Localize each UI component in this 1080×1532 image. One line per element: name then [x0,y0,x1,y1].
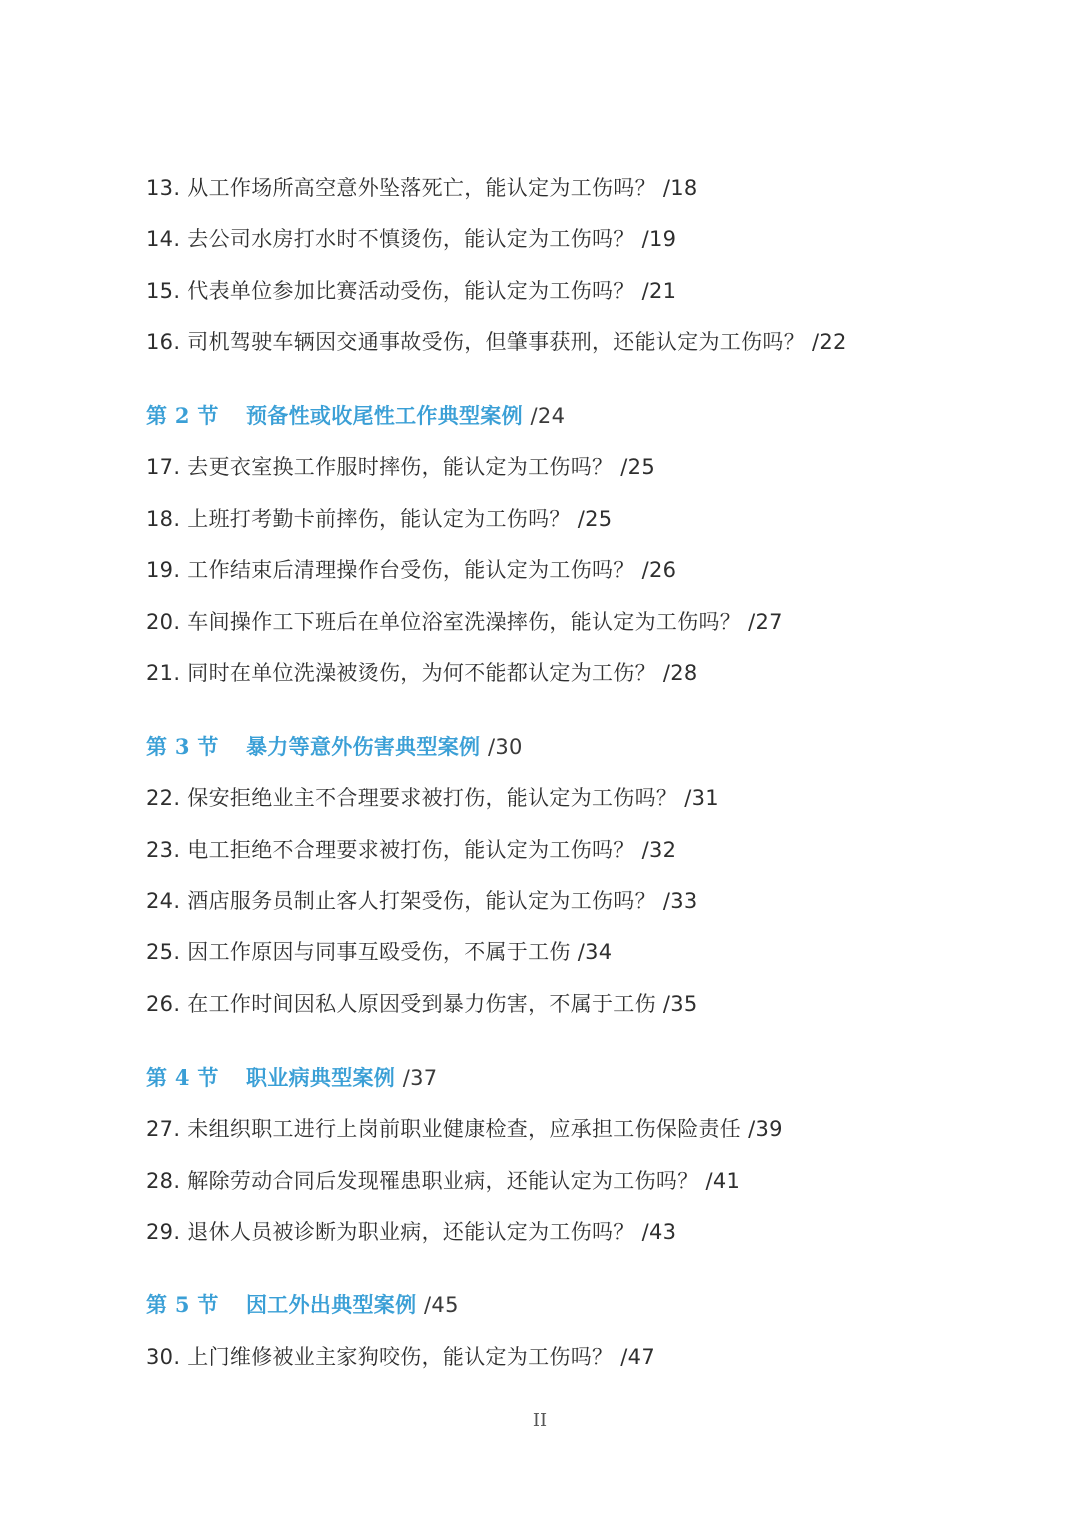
entry-number: 16. [146,330,181,354]
entry-title: 上班打考勤卡前摔伤，能认定为工伤吗？ [187,507,571,531]
entry-number: 25. [146,940,181,964]
toc-entry-30 [146,1342,655,1372]
entry-title: 同时在单位洗澡被烫伤，为何不能都认定为工伤？ [187,661,656,685]
entry-page: /47 [620,1345,655,1369]
entry-page: /27 [748,610,783,634]
entry-title: 司机驾驶车辆因交通事故受伤，但肇事获刑，还能认定为工伤吗？ [187,330,805,354]
entry-number: 13. [146,176,181,200]
toc-entry-13 [146,173,698,203]
entry-number: 21. [146,661,181,685]
entry-page: /31 [684,786,719,810]
toc-entry-26 [146,989,698,1019]
entry-title: 电工拒绝不合理要求被打伤，能认定为工伤吗？ [187,838,635,862]
section-heading-3 [146,732,523,762]
toc-entry-29 [146,1217,676,1247]
entry-page: /34 [577,940,613,964]
entry-page: /33 [662,889,698,913]
section-page: /45 [424,1293,459,1317]
entry-title: 退休人员被诊断为职业病，还能认定为工伤吗？ [187,1220,635,1244]
entry-number: 24. [146,889,181,913]
entry-number: 26. [146,992,181,1016]
entry-number: 19. [146,558,181,582]
entry-number: 20. [146,610,181,634]
entry-number: 15. [146,279,181,303]
section-number: 第 2 节 [146,403,219,428]
toc-entry-16 [146,327,847,357]
entry-page: /25 [620,455,655,479]
section-title: 预备性或收尾性工作典型案例 [246,403,523,428]
entry-number: 22. [146,786,181,810]
entry-title: 解除劳动合同后发现罹患职业病，还能认定为工伤吗？ [187,1169,699,1193]
section-title: 因工外出典型案例 [246,1292,417,1317]
section-title: 职业病典型案例 [246,1065,396,1090]
entry-number: 29. [146,1220,181,1244]
toc-entry-14 [146,224,676,254]
entry-title: 从工作场所高空意外坠落死亡，能认定为工伤吗？ [187,176,656,200]
toc-entry-24 [146,886,698,916]
entry-title: 去更衣室换工作服时摔伤，能认定为工伤吗？ [187,455,614,479]
section-page: /37 [402,1066,438,1090]
entry-page: /28 [662,661,698,685]
entry-title: 上门维修被业主家狗咬伤，能认定为工伤吗？ [187,1345,614,1369]
section-number: 第 4 节 [146,1065,219,1090]
section-page: /30 [487,735,523,759]
entry-page: /25 [577,507,613,531]
section-page: /24 [530,404,566,428]
toc-entry-19 [146,555,676,585]
entry-title: 代表单位参加比赛活动受伤，能认定为工伤吗？ [187,279,635,303]
entry-number: 28. [146,1169,181,1193]
toc-entry-28 [146,1166,740,1196]
entry-page: /32 [641,838,677,862]
entry-title: 因工作原因与同事互殴受伤，不属于工伤 [187,940,571,964]
toc-entry-22 [146,783,719,813]
toc-entry-17 [146,452,655,482]
entry-title: 未组织职工进行上岗前职业健康检查，应承担工伤保险责任 [187,1117,742,1141]
entry-page: /18 [662,176,698,200]
section-heading-2 [146,401,565,431]
toc-entry-18 [146,504,612,534]
entry-title: 车间操作工下班后在单位浴室洗澡摔伤，能认定为工伤吗？ [187,610,742,634]
entry-title: 保安拒绝业主不合理要求被打伤，能认定为工伤吗？ [187,786,678,810]
entry-page: /22 [811,330,847,354]
entry-title: 在工作时间因私人原因受到暴力伤害，不属于工伤 [187,992,656,1016]
toc-entry-20 [146,607,783,637]
entry-page: /41 [705,1169,741,1193]
toc-entry-27 [146,1114,783,1144]
entry-number: 23. [146,838,181,862]
entry-title: 工作结束后清理操作台受伤，能认定为工伤吗？ [187,558,635,582]
entry-page: /43 [641,1220,677,1244]
entry-number: 30. [146,1345,181,1369]
toc-entry-25 [146,937,612,967]
toc-entry-23 [146,835,676,865]
entry-number: 27. [146,1117,181,1141]
entry-title: 去公司水房打水时不慎烫伤，能认定为工伤吗？ [187,227,635,251]
entry-number: 18. [146,507,181,531]
toc-entry-15 [146,276,676,306]
entry-page: /21 [641,279,677,303]
entry-page: /19 [641,227,677,251]
entry-page: /39 [748,1117,783,1141]
entry-number: 14. [146,227,181,251]
entry-page: /35 [662,992,698,1016]
section-title: 暴力等意外伤害典型案例 [246,734,481,759]
page-number: II [532,1410,548,1431]
entry-number: 17. [146,455,181,479]
section-number: 第 3 节 [146,734,219,759]
entry-page: /26 [641,558,677,582]
section-heading-4 [146,1063,437,1093]
entry-title: 酒店服务员制止客人打架受伤，能认定为工伤吗？ [187,889,656,913]
toc-entry-21 [146,658,698,688]
section-number: 第 5 节 [146,1292,219,1317]
section-heading-5 [146,1290,459,1320]
